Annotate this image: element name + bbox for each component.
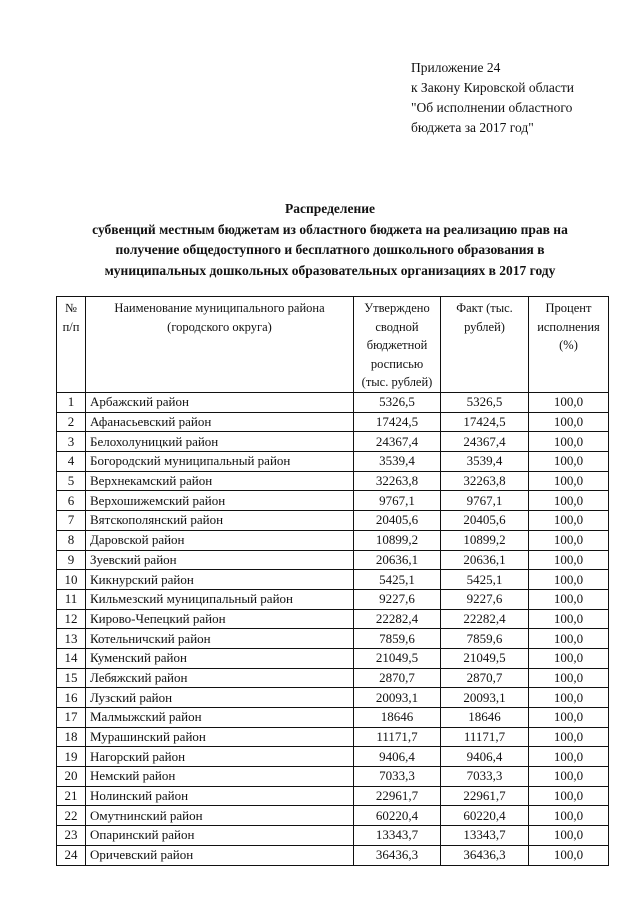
approved-amount: 22282,4 — [354, 609, 441, 629]
execution-percent: 100,0 — [529, 609, 609, 629]
district-name: Вятскополянский район — [86, 511, 354, 531]
row-number: 9 — [57, 550, 86, 570]
fact-amount: 11171,7 — [441, 727, 529, 747]
table-row — [57, 648, 609, 668]
fact-amount: 24367,4 — [441, 432, 529, 452]
execution-percent: 100,0 — [529, 845, 609, 865]
district-name: Белохолуницкий район — [86, 432, 354, 452]
approved-amount: 20636,1 — [354, 550, 441, 570]
approved-amount: 32263,8 — [354, 471, 441, 491]
approved-amount: 22961,7 — [354, 786, 441, 806]
approved-amount: 11171,7 — [354, 727, 441, 747]
district-name: Немский район — [86, 767, 354, 787]
title-line: получение общедоступного и бесплатного дошкольного образования в — [115, 242, 545, 257]
row-number: 5 — [57, 471, 86, 491]
district-name: Опаринский район — [86, 826, 354, 846]
fact-amount: 9227,6 — [441, 589, 529, 609]
table-row — [57, 786, 609, 806]
approved-amount: 36436,3 — [354, 845, 441, 865]
fact-amount: 32263,8 — [441, 471, 529, 491]
district-name: Кикнурский район — [86, 570, 354, 590]
execution-percent: 100,0 — [529, 452, 609, 472]
table-row — [57, 845, 609, 865]
appendix-line: бюджета за 2017 год" — [411, 120, 534, 135]
fact-amount: 22961,7 — [441, 786, 529, 806]
fact-amount: 60220,4 — [441, 806, 529, 826]
approved-amount: 7033,3 — [354, 767, 441, 787]
row-number: 21 — [57, 786, 86, 806]
table-row — [57, 727, 609, 747]
fact-amount: 7033,3 — [441, 767, 529, 787]
execution-percent: 100,0 — [529, 412, 609, 432]
fact-amount: 10899,2 — [441, 530, 529, 550]
approved-amount: 9406,4 — [354, 747, 441, 767]
row-number: 11 — [57, 589, 86, 609]
execution-percent: 100,0 — [529, 393, 609, 413]
row-number: 18 — [57, 727, 86, 747]
district-name: Нагорский район — [86, 747, 354, 767]
appendix-line: Приложение 24 — [411, 60, 501, 75]
execution-percent: 100,0 — [529, 727, 609, 747]
row-number: 16 — [57, 688, 86, 708]
title-line: Распределение — [284, 201, 376, 216]
table-row — [57, 570, 609, 590]
approved-amount: 7859,6 — [354, 629, 441, 649]
fact-amount: 20405,6 — [441, 511, 529, 531]
table-row — [57, 708, 609, 728]
header-no: № п/п — [57, 297, 86, 393]
approved-amount: 60220,4 — [354, 806, 441, 826]
district-name: Богородский муниципальный район — [86, 452, 354, 472]
fact-amount: 21049,5 — [441, 648, 529, 668]
table-row — [57, 688, 609, 708]
appendix-note — [411, 58, 574, 138]
table-row — [57, 471, 609, 491]
approved-amount: 5425,1 — [354, 570, 441, 590]
document-title — [40, 199, 620, 281]
execution-percent: 100,0 — [529, 688, 609, 708]
execution-percent: 100,0 — [529, 511, 609, 531]
table-row — [57, 491, 609, 511]
table-row — [57, 432, 609, 452]
approved-amount: 9227,6 — [354, 589, 441, 609]
row-number: 13 — [57, 629, 86, 649]
approved-amount: 5326,5 — [354, 393, 441, 413]
district-name: Куменский район — [86, 648, 354, 668]
fact-amount: 20636,1 — [441, 550, 529, 570]
table-row — [57, 530, 609, 550]
fact-amount: 22282,4 — [441, 609, 529, 629]
execution-percent: 100,0 — [529, 589, 609, 609]
district-name: Зуевский район — [86, 550, 354, 570]
district-name: Арбажский район — [86, 393, 354, 413]
table-header-row — [57, 297, 609, 393]
fact-amount: 17424,5 — [441, 412, 529, 432]
row-number: 17 — [57, 708, 86, 728]
row-number: 1 — [57, 393, 86, 413]
fact-amount: 13343,7 — [441, 826, 529, 846]
row-number: 20 — [57, 767, 86, 787]
row-number: 8 — [57, 530, 86, 550]
header-approved: Утверждено сводной бюджетной росписью (тыс. рублей) — [354, 297, 441, 393]
row-number: 4 — [57, 452, 86, 472]
table-row — [57, 412, 609, 432]
approved-amount: 21049,5 — [354, 648, 441, 668]
execution-percent: 100,0 — [529, 708, 609, 728]
table-row — [57, 589, 609, 609]
row-number: 3 — [57, 432, 86, 452]
district-name: Нолинский район — [86, 786, 354, 806]
district-name: Лузский район — [86, 688, 354, 708]
execution-percent: 100,0 — [529, 648, 609, 668]
row-number: 22 — [57, 806, 86, 826]
district-name: Верхошижемский район — [86, 491, 354, 511]
row-number: 15 — [57, 668, 86, 688]
table-row — [57, 806, 609, 826]
approved-amount: 20405,6 — [354, 511, 441, 531]
approved-amount: 20093,1 — [354, 688, 441, 708]
district-name: Оричевский район — [86, 845, 354, 865]
row-number: 12 — [57, 609, 86, 629]
table-row — [57, 826, 609, 846]
fact-amount: 5425,1 — [441, 570, 529, 590]
row-number: 10 — [57, 570, 86, 590]
row-number: 24 — [57, 845, 86, 865]
approved-amount: 17424,5 — [354, 412, 441, 432]
approved-amount: 3539,4 — [354, 452, 441, 472]
header-name: Наименование муниципального района (городского округа) — [86, 297, 354, 393]
table-row — [57, 767, 609, 787]
execution-percent: 100,0 — [529, 432, 609, 452]
table-row — [57, 629, 609, 649]
table-row — [57, 747, 609, 767]
approved-amount: 13343,7 — [354, 826, 441, 846]
fact-amount: 9767,1 — [441, 491, 529, 511]
fact-amount: 20093,1 — [441, 688, 529, 708]
header-percent: Процент исполнения (%) — [529, 297, 609, 393]
approved-amount: 2870,7 — [354, 668, 441, 688]
row-number: 23 — [57, 826, 86, 846]
execution-percent: 100,0 — [529, 491, 609, 511]
fact-amount: 3539,4 — [441, 452, 529, 472]
execution-percent: 100,0 — [529, 826, 609, 846]
district-name: Даровской район — [86, 530, 354, 550]
table-row — [57, 452, 609, 472]
fact-amount: 36436,3 — [441, 845, 529, 865]
district-name: Лебяжский район — [86, 668, 354, 688]
execution-percent: 100,0 — [529, 629, 609, 649]
fact-amount: 9406,4 — [441, 747, 529, 767]
execution-percent: 100,0 — [529, 747, 609, 767]
row-number: 7 — [57, 511, 86, 531]
execution-percent: 100,0 — [529, 471, 609, 491]
fact-amount: 7859,6 — [441, 629, 529, 649]
approved-amount: 24367,4 — [354, 432, 441, 452]
title-line: муниципальных дошкольных образовательных организациях в 2017 году — [104, 262, 556, 278]
row-number: 14 — [57, 648, 86, 668]
table-row — [57, 609, 609, 629]
district-name: Кильмезский муниципальный район — [86, 589, 354, 609]
approved-amount: 10899,2 — [354, 530, 441, 550]
execution-percent: 100,0 — [529, 668, 609, 688]
fact-amount: 18646 — [441, 708, 529, 728]
title-line: субвенций местным бюджетам из областного бюджета на реализацию прав на — [92, 221, 568, 237]
row-number: 6 — [57, 491, 86, 511]
district-name: Малмыжский район — [86, 708, 354, 728]
table-row — [57, 511, 609, 531]
execution-percent: 100,0 — [529, 786, 609, 806]
approved-amount: 18646 — [354, 708, 441, 728]
appendix-line: "Об исполнении областного — [411, 100, 573, 115]
table-row — [57, 550, 609, 570]
execution-percent: 100,0 — [529, 530, 609, 550]
table-row — [57, 393, 609, 413]
distribution-table — [56, 296, 609, 866]
fact-amount: 2870,7 — [441, 668, 529, 688]
fact-amount: 5326,5 — [441, 393, 529, 413]
district-name: Афанасьевский район — [86, 412, 354, 432]
row-number: 19 — [57, 747, 86, 767]
header-fact: Факт (тыс. рублей) — [441, 297, 529, 393]
table-row — [57, 668, 609, 688]
district-name: Верхнекамский район — [86, 471, 354, 491]
approved-amount: 9767,1 — [354, 491, 441, 511]
row-number: 2 — [57, 412, 86, 432]
district-name: Мурашинский район — [86, 727, 354, 747]
district-name: Омутнинский район — [86, 806, 354, 826]
district-name: Котельничский район — [86, 629, 354, 649]
execution-percent: 100,0 — [529, 767, 609, 787]
appendix-line: к Закону Кировской области — [411, 80, 575, 95]
district-name: Кирово-Чепецкий район — [86, 609, 354, 629]
execution-percent: 100,0 — [529, 806, 609, 826]
execution-percent: 100,0 — [529, 570, 609, 590]
execution-percent: 100,0 — [529, 550, 609, 570]
